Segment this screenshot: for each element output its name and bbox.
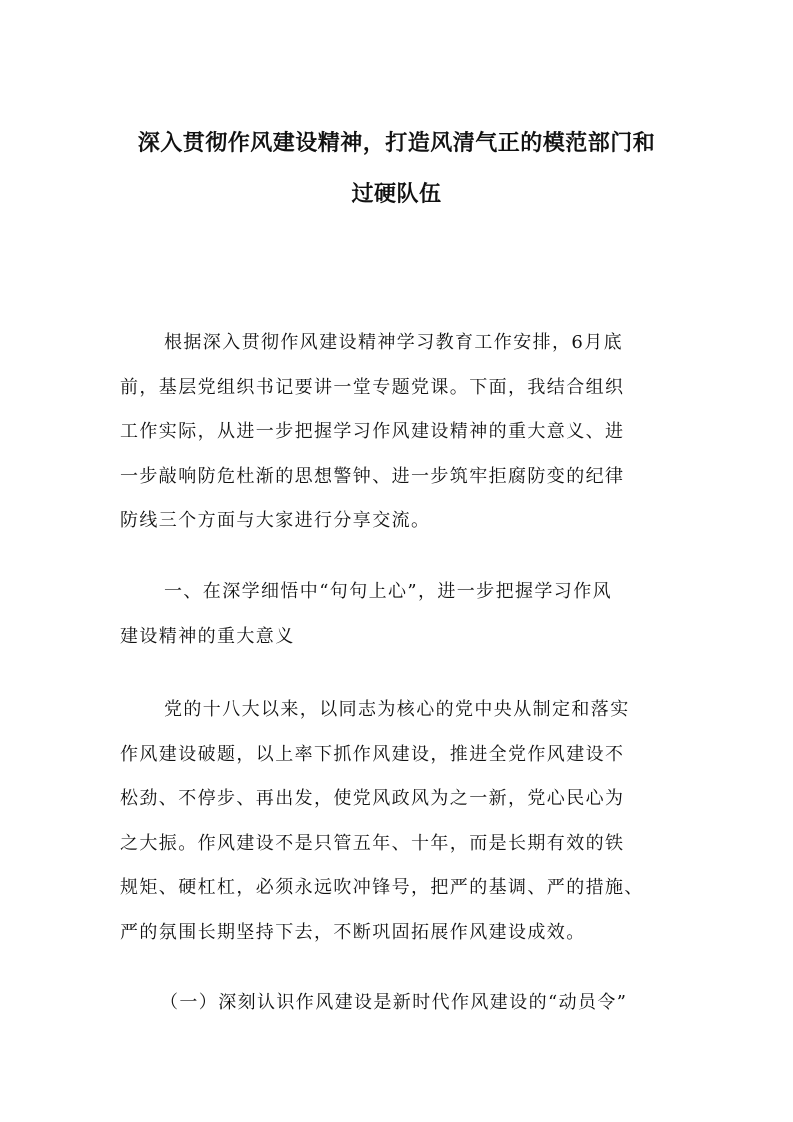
paragraph-line: 规矩、硬杠杠，必须永远吹冲锋号，把严的基调、严的措施、 (120, 877, 644, 898)
document-title-line-2: 过硬队伍 (351, 182, 442, 207)
paragraph-line: 党的十八大以来，以同志为核心的党中央从制定和落实 (164, 699, 630, 720)
heading-line: 一、在深学细悟中“句句上心”，进一步把握学习作风 (164, 581, 613, 602)
paragraph-line: 作风建设破题，以上率下抓作风建设，推进全党作风建设不 (120, 743, 625, 765)
paragraph-line: 之大振。作风建设不是只管五年、十年，而是长期有效的铁 (120, 832, 625, 854)
paragraph-line: 根据深入贯彻作风建设精神学习教育工作安排，6月底 (164, 332, 624, 353)
paragraph-line: 防线三个方面与大家进行分享交流。 (120, 510, 431, 531)
paragraph-intro (120, 321, 673, 544)
subsection-heading-1 (120, 981, 673, 1026)
document-title-line-1: 深入贯彻作风建设精神，打造风清气正的模范部门和 (137, 131, 656, 156)
paragraph-line: 一步敲响防危杜渐的思想警钟、进一步筑牢拒腐防变的纪律 (120, 465, 625, 487)
paragraph-line: 工作实际，从进一步把握学习作风建设精神的重大意义、进 (120, 421, 625, 442)
paragraph-line: 前，基层党组织书记要讲一堂专题党课。下面，我结合组织 (120, 376, 625, 398)
paragraph-line: 严的氛围长期坚持下去，不断巩固拓展作风建设成效。 (120, 921, 586, 943)
paragraph-line: 松劲、不停步、再出发，使党风政风为之一新，党心民心为 (120, 788, 625, 809)
heading-line: 建设精神的重大意义 (120, 625, 295, 647)
section-heading-1 (120, 570, 673, 659)
heading-line: （一）深刻认识作风建设是新时代作风建设的“动员令” (160, 992, 628, 1013)
paragraph-body (120, 688, 673, 955)
